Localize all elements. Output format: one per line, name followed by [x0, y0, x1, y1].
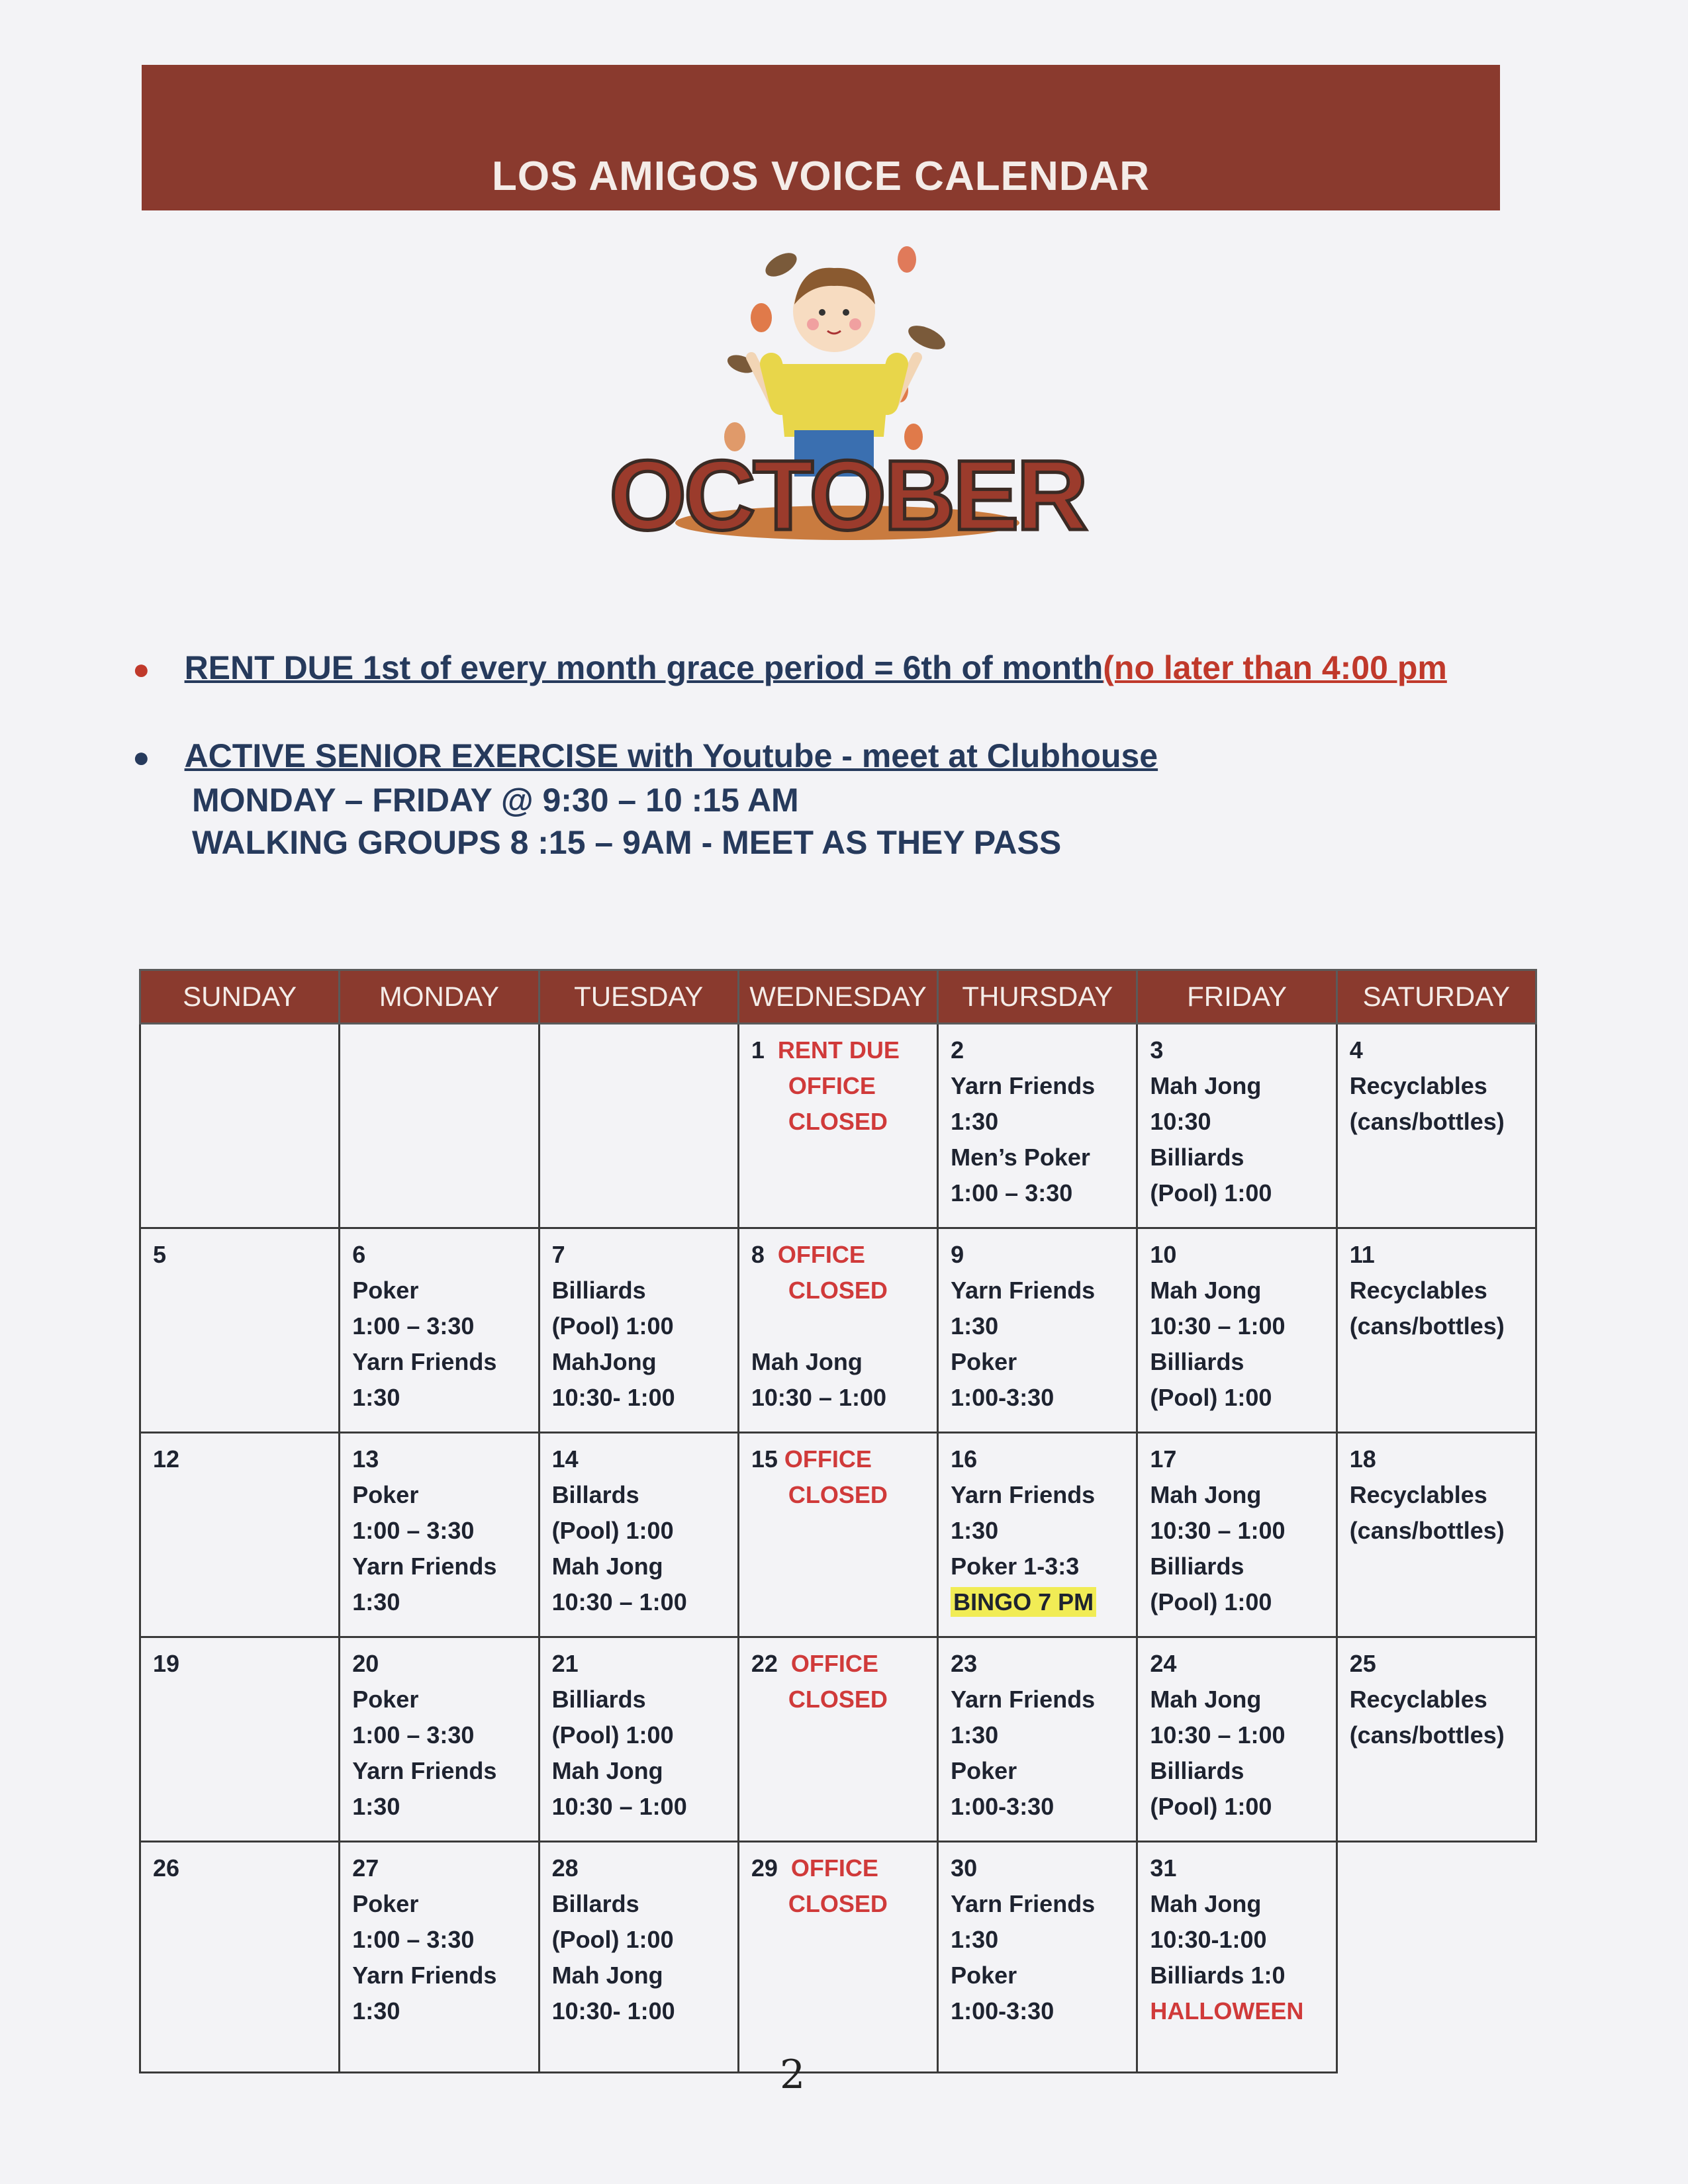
day-number: 12	[153, 1445, 180, 1473]
rent-notice	[132, 649, 1447, 687]
event-line: 10:30- 1:00	[551, 1997, 675, 2025]
event-line: MahJong	[551, 1348, 657, 1375]
day-cell	[539, 1842, 738, 2073]
weekday-header: MONDAY	[340, 970, 539, 1024]
day-number: 27	[352, 1854, 379, 1882]
weekday-header: SATURDAY	[1336, 970, 1536, 1024]
event-line: (Pool) 1:00	[551, 1312, 674, 1340]
day-cell	[938, 1637, 1137, 1842]
day-number: 29	[751, 1854, 778, 1882]
day-cell	[738, 1637, 937, 1842]
event-line: (cans/bottles)	[1349, 1108, 1505, 1135]
day-number: 1	[751, 1036, 765, 1064]
week-row	[140, 1842, 1536, 2073]
day-cell	[140, 1637, 340, 1842]
event-line: Yarn Friends	[352, 1757, 497, 1784]
day-number: 24	[1150, 1650, 1177, 1677]
event-line: Billiards	[551, 1686, 646, 1713]
event-line: Poker 1-3:3	[951, 1553, 1080, 1580]
event-line: Yarn Friends	[951, 1481, 1096, 1508]
page-number: 2	[780, 2052, 806, 2098]
day-cell	[938, 1228, 1137, 1433]
day-number: 15	[751, 1445, 778, 1473]
day-number: 9	[951, 1241, 964, 1268]
empty-cell	[1336, 1842, 1536, 2073]
day-number: 13	[352, 1445, 379, 1473]
event-line: Recyclables	[1349, 1686, 1487, 1713]
day-cell	[140, 1433, 340, 1637]
day-cell	[340, 1228, 539, 1433]
day-cell	[1336, 1024, 1536, 1228]
event-line: Billards	[551, 1481, 639, 1508]
event-line: Billiards	[1150, 1757, 1244, 1784]
event-line: (Pool) 1:00	[1150, 1384, 1272, 1411]
walking-groups: WALKING GROUPS 8 :15 – 9AM - MEET AS THEY PASS	[192, 824, 1062, 861]
event-line: Recyclables	[1349, 1277, 1487, 1304]
day-number: 20	[352, 1650, 379, 1677]
event-line: 1:00 – 3:30	[352, 1721, 475, 1749]
event-line: Billards	[551, 1890, 639, 1917]
halloween-note: HALLOWEEN	[1150, 1997, 1304, 2025]
event-line: 1:00 – 3:30	[951, 1179, 1073, 1206]
event-line: Billiards 1:0	[1150, 1962, 1286, 1989]
day-cell	[340, 1842, 539, 2073]
event-line: (Pool) 1:00	[1150, 1793, 1272, 1820]
day-number: 6	[352, 1241, 366, 1268]
event-line: Billiards	[1150, 1144, 1244, 1171]
event-line: (cans/bottles)	[1349, 1517, 1505, 1544]
weekday-header-row	[140, 970, 1536, 1024]
week-row	[140, 1637, 1536, 1842]
day-cell	[738, 1024, 937, 1228]
office-closed-note: CLOSED	[788, 1481, 888, 1508]
day-cell	[539, 1024, 738, 1228]
event-line: 10:30 – 1:00	[1150, 1312, 1286, 1340]
event-line: 1:30	[352, 1997, 400, 2025]
office-closed-note: OFFICE	[790, 1854, 878, 1882]
day-number: 21	[551, 1650, 579, 1677]
event-line: Recyclables	[1349, 1481, 1487, 1508]
office-closed-note: CLOSED	[788, 1686, 888, 1713]
event-line: (Pool) 1:00	[1150, 1588, 1272, 1615]
event-line: 10:30 – 1:00	[1150, 1721, 1286, 1749]
event-line: Mah Jong	[1150, 1481, 1262, 1508]
event-line: 10:30- 1:00	[551, 1384, 675, 1411]
day-cell	[938, 1842, 1137, 2073]
day-cell	[1137, 1637, 1336, 1842]
weekday-header: FRIDAY	[1137, 970, 1336, 1024]
day-number: 8	[751, 1241, 765, 1268]
week-row	[140, 1433, 1536, 1637]
day-number: 23	[951, 1650, 978, 1677]
event-line: 1:30	[352, 1588, 400, 1615]
event-line: (cans/bottles)	[1349, 1721, 1505, 1749]
bingo-highlight: BINGO 7 PM	[951, 1587, 1096, 1617]
day-number: 18	[1349, 1445, 1376, 1473]
event-line: Mah Jong	[551, 1962, 663, 1989]
day-cell	[1137, 1024, 1336, 1228]
event-line: 1:00-3:30	[951, 1997, 1055, 2025]
day-number: 25	[1349, 1650, 1376, 1677]
event-line: Yarn Friends	[951, 1686, 1096, 1713]
weekday-header: TUESDAY	[539, 970, 738, 1024]
rent-due-note: RENT DUE	[777, 1036, 900, 1064]
day-number: 7	[551, 1241, 565, 1268]
october-word: OCTOBER	[609, 439, 1086, 551]
event-line: Mah Jong	[751, 1348, 863, 1375]
event-line: Yarn Friends	[951, 1072, 1096, 1099]
office-closed-note: OFFICE	[784, 1445, 872, 1473]
office-closed-note: CLOSED	[788, 1890, 888, 1917]
event-line: 10:30 – 1:00	[551, 1588, 687, 1615]
header-banner	[142, 65, 1500, 210]
rent-deadline: (no later than 4:00 pm	[1103, 649, 1447, 686]
rent-notice-text: RENT DUE 1st of every month grace period = 6th of month	[184, 649, 1103, 686]
day-cell	[140, 1024, 340, 1228]
event-line: Yarn Friends	[352, 1962, 497, 1989]
event-line: 1:30	[951, 1721, 999, 1749]
day-cell	[938, 1024, 1137, 1228]
week-row	[140, 1228, 1536, 1433]
event-line: Poker	[352, 1686, 419, 1713]
day-number: 16	[951, 1445, 978, 1473]
event-line: (Pool) 1:00	[551, 1517, 674, 1544]
day-cell	[1137, 1842, 1336, 2073]
day-number: 3	[1150, 1036, 1164, 1064]
event-line: Poker	[352, 1890, 419, 1917]
event-line: Yarn Friends	[951, 1277, 1096, 1304]
event-line: Mah Jong	[1150, 1890, 1262, 1917]
event-line: 1:30	[352, 1384, 400, 1411]
office-closed-note: CLOSED	[788, 1108, 888, 1135]
day-cell	[738, 1228, 937, 1433]
day-cell	[539, 1637, 738, 1842]
day-cell	[340, 1433, 539, 1637]
day-cell	[1137, 1433, 1336, 1637]
event-line: (Pool) 1:00	[551, 1926, 674, 1953]
event-line: 10:30 – 1:00	[751, 1384, 886, 1411]
day-cell	[340, 1024, 539, 1228]
event-line: 1:30	[951, 1517, 999, 1544]
day-number: 30	[951, 1854, 978, 1882]
bullet-icon: ●	[132, 653, 150, 686]
day-number: 10	[1150, 1241, 1177, 1268]
event-line: 10:30-1:00	[1150, 1926, 1267, 1953]
calendar-grid	[139, 969, 1537, 2073]
office-closed-note: OFFICE	[777, 1241, 865, 1268]
exercise-title: ACTIVE SENIOR EXERCISE with Youtube - meet at Clubhouse	[184, 737, 1158, 774]
event-line: (cans/bottles)	[1349, 1312, 1505, 1340]
weekday-header: SUNDAY	[140, 970, 340, 1024]
day-cell	[938, 1433, 1137, 1637]
event-line: Recyclables	[1349, 1072, 1487, 1099]
event-line: Mah Jong	[1150, 1277, 1262, 1304]
event-line: Poker	[352, 1277, 419, 1304]
event-line: 1:00-3:30	[951, 1384, 1055, 1411]
day-number: 19	[153, 1650, 180, 1677]
day-cell	[1336, 1228, 1536, 1433]
day-number: 17	[1150, 1445, 1177, 1473]
day-cell	[140, 1842, 340, 2073]
event-line: 10:30 – 1:00	[551, 1793, 687, 1820]
office-closed-note: OFFICE	[790, 1650, 878, 1677]
page-title: LOS AMIGOS VOICE CALENDAR	[491, 154, 1150, 199]
event-line: Mah Jong	[551, 1553, 663, 1580]
day-number: 31	[1150, 1854, 1177, 1882]
event-line: Poker	[352, 1481, 419, 1508]
event-line: Billiards	[551, 1277, 646, 1304]
event-line: (Pool) 1:00	[551, 1721, 674, 1749]
day-cell	[140, 1228, 340, 1433]
event-line: Yarn Friends	[951, 1890, 1096, 1917]
day-cell	[1137, 1228, 1336, 1433]
office-closed-note: OFFICE	[788, 1072, 876, 1099]
day-number: 2	[951, 1036, 964, 1064]
day-number: 5	[153, 1241, 167, 1268]
event-line: 1:30	[951, 1108, 999, 1135]
office-closed-note: CLOSED	[788, 1277, 888, 1304]
event-line: 10:30	[1150, 1108, 1211, 1135]
day-cell	[1336, 1433, 1536, 1637]
day-number: 11	[1349, 1241, 1375, 1268]
event-line: 10:30 – 1:00	[1150, 1517, 1286, 1544]
autumn-boy-leaves-icon	[609, 238, 1086, 551]
exercise-notice	[132, 735, 1158, 864]
event-line: Poker	[951, 1962, 1017, 1989]
day-cell	[1336, 1637, 1536, 1842]
weekday-header: THURSDAY	[938, 970, 1137, 1024]
exercise-schedule: MONDAY – FRIDAY @ 9:30 – 10 :15 AM	[192, 782, 799, 819]
event-line: 1:30	[352, 1793, 400, 1820]
day-cell	[539, 1433, 738, 1637]
event-line: 1:30	[951, 1926, 999, 1953]
event-line: Poker	[951, 1757, 1017, 1784]
event-line: Yarn Friends	[352, 1348, 497, 1375]
day-number: 22	[751, 1650, 778, 1677]
event-line: 1:00 – 3:30	[352, 1517, 475, 1544]
event-line: 1:00-3:30	[951, 1793, 1055, 1820]
day-number: 26	[153, 1854, 180, 1882]
day-number: 28	[551, 1854, 579, 1882]
event-line: Mah Jong	[1150, 1686, 1262, 1713]
day-cell	[738, 1842, 937, 2073]
day-cell	[539, 1228, 738, 1433]
event-line: Yarn Friends	[352, 1553, 497, 1580]
week-row	[140, 1024, 1536, 1228]
event-line: Billiards	[1150, 1348, 1244, 1375]
event-line: 1:30	[951, 1312, 999, 1340]
day-number: 4	[1349, 1036, 1363, 1064]
event-line: Mah Jong	[551, 1757, 663, 1784]
event-line: Billiards	[1150, 1553, 1244, 1580]
event-line: Poker	[951, 1348, 1017, 1375]
event-line: (Pool) 1:00	[1150, 1179, 1272, 1206]
day-number: 14	[551, 1445, 579, 1473]
event-line: Mah Jong	[1150, 1072, 1262, 1099]
bullet-icon: ●	[132, 741, 150, 774]
event-line: 1:00 – 3:30	[352, 1312, 475, 1340]
day-cell	[340, 1637, 539, 1842]
weekday-header: WEDNESDAY	[738, 970, 937, 1024]
day-cell	[738, 1433, 937, 1637]
event-line: 1:00 – 3:30	[352, 1926, 475, 1953]
event-line: Men’s Poker	[951, 1144, 1090, 1171]
